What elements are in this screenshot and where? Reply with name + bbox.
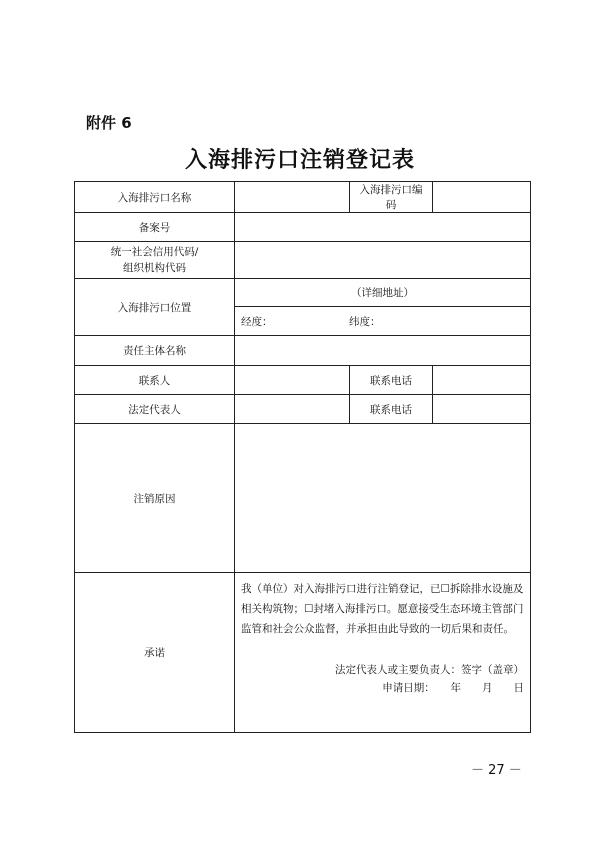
cancel-reason-field[interactable] xyxy=(235,424,531,573)
credit-code-label-line1: 统一社会信用代码/ xyxy=(110,246,199,258)
coordinates-field[interactable] xyxy=(235,307,531,336)
form-title: 入海排污口注销登记表 xyxy=(184,147,415,173)
pledge-cell xyxy=(235,573,531,733)
legal-phone-field[interactable] xyxy=(433,395,531,424)
attachment-label: 附件 6 xyxy=(86,114,132,132)
cancel-reason-label: 注销原因 xyxy=(75,424,235,573)
outlet-code-label: 入海排污口编码 xyxy=(350,182,433,213)
outlet-name-field[interactable] xyxy=(235,182,350,213)
date-line[interactable]: 申请日期： 年 月 日 xyxy=(382,682,524,694)
responsible-entity-field[interactable] xyxy=(235,336,531,366)
registration-form-table xyxy=(74,181,531,733)
contact-phone-field[interactable] xyxy=(433,366,531,395)
address-hint: （详细地址） xyxy=(351,287,414,299)
address-field[interactable] xyxy=(235,279,531,307)
outlet-code-field[interactable] xyxy=(433,182,531,213)
legal-rep-field[interactable] xyxy=(235,395,350,424)
contact-phone-label: 联系电话 xyxy=(350,366,433,395)
contact-person-field[interactable] xyxy=(235,366,350,395)
record-no-field[interactable] xyxy=(235,213,531,242)
record-no-label: 备案号 xyxy=(75,213,235,242)
legal-phone-label: 联系电话 xyxy=(350,395,433,424)
outlet-name-label: 入海排污口名称 xyxy=(75,182,235,213)
contact-person-label: 联系人 xyxy=(75,366,235,395)
page-number: － 27 － xyxy=(471,763,522,778)
location-label: 入海排污口位置 xyxy=(75,279,235,336)
latitude-label: 纬度： xyxy=(349,315,381,328)
credit-code-field[interactable] xyxy=(235,242,531,279)
signature-line[interactable]: 法定代表人或主要负责人：签字（盖章） xyxy=(335,664,524,676)
credit-code-label xyxy=(75,242,235,279)
responsible-entity-label: 责任主体名称 xyxy=(75,336,235,366)
legal-rep-label: 法定代表人 xyxy=(75,395,235,424)
longitude-label: 经度： xyxy=(241,315,273,328)
credit-code-label-line2: 组织机构代码 xyxy=(123,262,186,274)
pledge-label: 承诺 xyxy=(75,573,235,733)
pledge-text: 我（单位）对入海排污口进行注销登记，已☐拆除排水设施及相关构筑物；☐封堵入海排污口。愿意接受生态环境主管部门监管和社会公众监督，并承担由此导致的一切后果和责任。 xyxy=(241,583,524,635)
